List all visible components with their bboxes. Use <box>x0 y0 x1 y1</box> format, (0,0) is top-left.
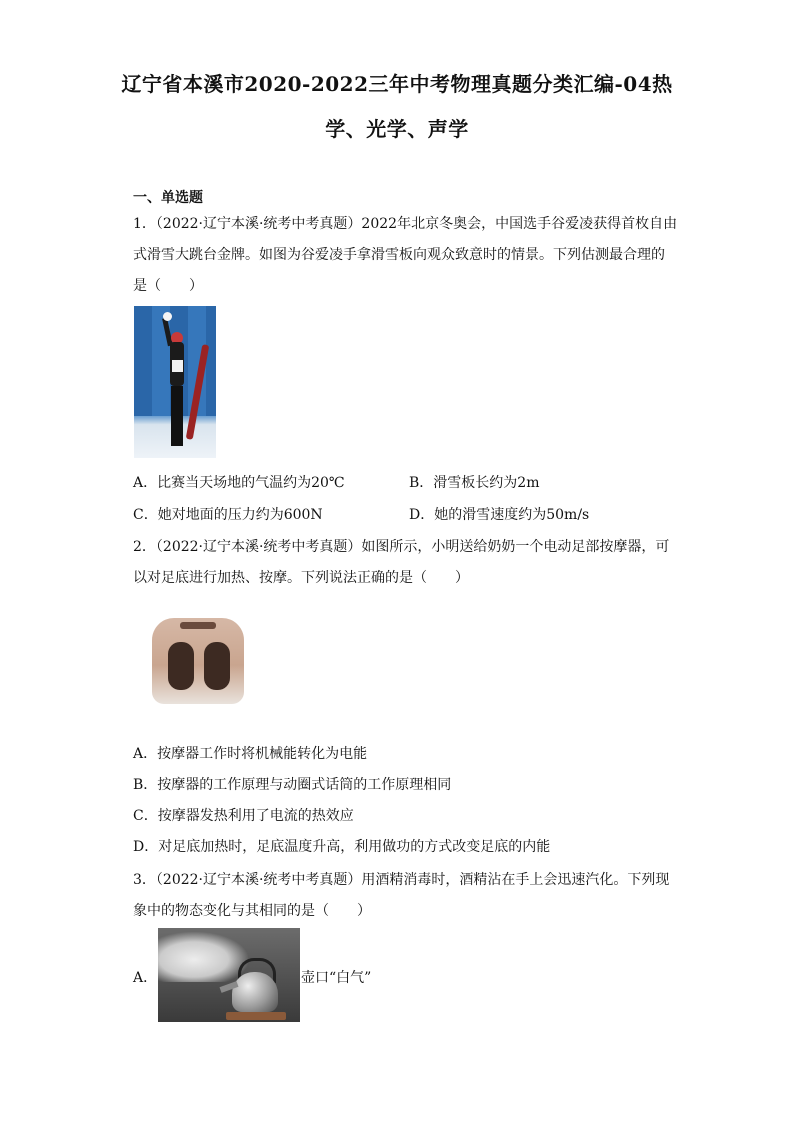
document-title-line-2: 学、光学、声学 <box>325 117 469 141</box>
skier-photo <box>134 306 216 458</box>
question-1-option-c: C．她对地面的压力约为600N <box>133 507 323 523</box>
skier-glove <box>163 312 172 321</box>
question-3-line-2: 象中的物态变化与其相同的是（ ） <box>133 903 371 919</box>
steam-cloud <box>158 932 248 982</box>
question-2-line-2: 以对足底进行加热、按摩。下列说法正确的是（ ） <box>133 570 469 586</box>
question-1-option-d: D．她的滑雪速度约为50m/s <box>409 507 590 523</box>
question-3-option-a-text: 壶口“白气” <box>301 970 372 986</box>
massager-control-panel <box>180 622 216 629</box>
massager-shell <box>152 618 244 704</box>
question-1-line-2: 式滑雪大跳台金牌。如图为谷爱凌手拿滑雪板向观众致意时的情景。下列估测最合理的 <box>133 247 665 263</box>
foot-massager-photo <box>146 612 250 712</box>
question-2-option-a: A．按摩器工作时将机械能转化为电能 <box>133 746 368 762</box>
question-3-option-a-label: A． <box>133 970 158 986</box>
question-2-option-b: B．按摩器的工作原理与动圈式话筒的工作原理相同 <box>133 777 452 793</box>
question-1-line-1: 1．（2022·辽宁本溪·统考中考真题）2022年北京冬奥会，中国选手谷爱凌获得首枚自由 <box>133 216 678 232</box>
skier-bib <box>172 360 183 372</box>
massager-right-foot-slot <box>204 642 230 690</box>
question-2-option-d: D．对足底加热时，足底温度升高，利用做功的方式改变足底的内能 <box>133 839 551 855</box>
question-1-option-b: B．滑雪板长约为2m <box>409 475 540 491</box>
kettle-body <box>232 972 278 1012</box>
question-1-option-a: A．比赛当天场地的气温约为20℃ <box>133 475 345 491</box>
question-3-line-1: 3．（2022·辽宁本溪·统考中考真题）用酒精消毒时，酒精沾在手上会迅速汽化。下列现 <box>133 872 670 888</box>
question-1-line-3: 是（ ） <box>133 278 203 294</box>
skier-legs <box>171 386 183 446</box>
massager-left-foot-slot <box>168 642 194 690</box>
document-title-line-1: 辽宁省本溪市2020-2022三年中考物理真题分类汇编-04热 <box>121 72 673 96</box>
section-heading: 一、单选题 <box>133 190 203 206</box>
question-2-option-c: C．按摩器发热利用了电流的热效应 <box>133 808 354 824</box>
kettle-steam-photo <box>158 928 300 1022</box>
question-2-line-1: 2．（2022·辽宁本溪·统考中考真题）如图所示，小明送给奶奶一个电动足部按摩器，可 <box>133 539 670 555</box>
kettle-stand <box>226 1012 286 1020</box>
